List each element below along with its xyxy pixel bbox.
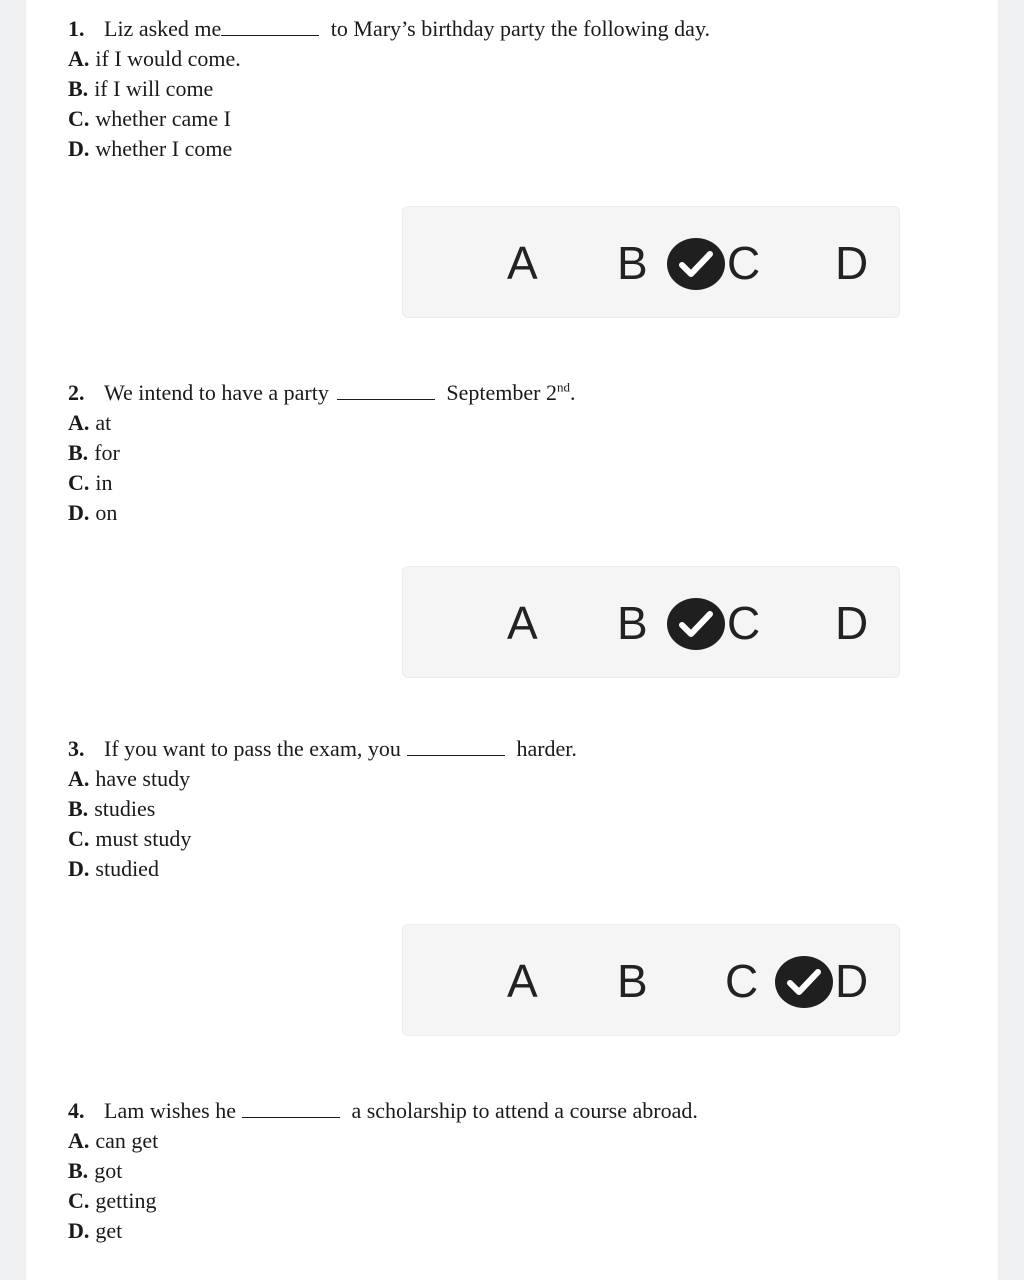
choice-a[interactable]: A — [507, 955, 538, 1007]
check-circle-icon — [667, 238, 725, 290]
option-b — [68, 438, 575, 468]
answer-blank — [242, 1099, 340, 1118]
check-circle-icon — [667, 598, 725, 650]
option-d — [68, 498, 575, 528]
option-b — [68, 74, 710, 104]
choice-b[interactable]: B — [617, 237, 648, 289]
question-stem — [68, 378, 575, 408]
option-letter: C. — [68, 470, 90, 495]
question-stem — [68, 14, 710, 44]
option-c — [68, 824, 577, 854]
choice-d[interactable]: D — [835, 237, 869, 289]
option-d — [68, 854, 577, 884]
question-4 — [68, 1096, 698, 1246]
choice-d[interactable]: D — [835, 597, 869, 649]
option-text: whether I come — [95, 136, 233, 161]
option-text: on — [95, 500, 118, 525]
answer-blank — [407, 737, 505, 756]
choice-a[interactable]: A — [507, 237, 538, 289]
option-b — [68, 794, 577, 824]
stem-text-after: harder. — [510, 736, 577, 761]
stem-superscript: nd — [556, 379, 570, 395]
answer-panel-3 — [402, 924, 900, 1036]
question-stem — [68, 1096, 698, 1126]
stem-text-before: Lam wishes he — [104, 1098, 236, 1123]
option-letter: D. — [68, 1218, 90, 1243]
option-c — [68, 104, 710, 134]
choice-c-label: C — [727, 597, 761, 649]
option-a — [68, 1126, 698, 1156]
answer-panel-2 — [402, 566, 900, 678]
question-stem — [68, 734, 577, 764]
option-letter: B. — [68, 76, 89, 101]
stem-text-after: to Mary’s birthday party the following day. — [325, 16, 711, 41]
question-number: 3. — [68, 736, 85, 761]
stem-text-before: Liz asked me — [104, 16, 222, 41]
option-letter: B. — [68, 796, 89, 821]
option-letter: B. — [68, 440, 89, 465]
option-a — [68, 764, 577, 794]
stem-text-after: a scholarship to attend a course abroad. — [345, 1098, 698, 1123]
option-d — [68, 1216, 698, 1246]
option-text: studies — [94, 796, 156, 821]
option-text: got — [94, 1158, 123, 1183]
option-text: getting — [95, 1188, 157, 1213]
option-c — [68, 468, 575, 498]
choice-a[interactable]: A — [507, 597, 538, 649]
option-a — [68, 44, 710, 74]
option-text: must study — [95, 826, 192, 851]
choice-c-label: C — [727, 237, 761, 289]
option-c — [68, 1186, 698, 1216]
option-letter: A. — [68, 46, 90, 71]
option-text: whether came I — [95, 106, 231, 131]
question-3 — [68, 734, 577, 884]
choice-d-label: D — [835, 955, 869, 1007]
choice-b[interactable]: B — [617, 955, 648, 1007]
option-text: can get — [95, 1128, 159, 1153]
option-a — [68, 408, 575, 438]
quiz-page — [26, 0, 998, 1280]
choice-b[interactable]: B — [617, 597, 648, 649]
stem-end: . — [569, 380, 576, 405]
option-letter: D. — [68, 856, 90, 881]
option-text: if I would come. — [95, 46, 241, 71]
stem-text-before: If you want to pass the exam, you — [104, 736, 401, 761]
choice-c[interactable]: C — [725, 955, 759, 1007]
answer-blank — [221, 17, 319, 36]
question-number: 1. — [68, 16, 85, 41]
answer-blank — [337, 381, 435, 400]
stem-text-after: September 2 — [440, 380, 557, 405]
option-letter: D. — [68, 136, 90, 161]
check-circle-icon — [775, 956, 833, 1008]
option-letter: A. — [68, 766, 90, 791]
answer-panel-1 — [402, 206, 900, 318]
question-number: 4. — [68, 1098, 85, 1123]
stem-text-before: We intend to have a party — [104, 380, 329, 405]
option-letter: A. — [68, 410, 90, 435]
option-text: studied — [95, 856, 159, 881]
option-d — [68, 134, 710, 164]
option-letter: B. — [68, 1158, 89, 1183]
option-text: at — [95, 410, 112, 435]
option-letter: C. — [68, 106, 90, 131]
option-letter: C. — [68, 1188, 90, 1213]
option-text: have study — [95, 766, 191, 791]
option-b — [68, 1156, 698, 1186]
question-number: 2. — [68, 380, 85, 405]
option-text: get — [95, 1218, 123, 1243]
option-text: for — [94, 440, 120, 465]
question-2 — [68, 378, 575, 528]
option-text: if I will come — [94, 76, 214, 101]
option-letter: A. — [68, 1128, 90, 1153]
question-1 — [68, 14, 710, 164]
option-letter: C. — [68, 826, 90, 851]
option-text: in — [95, 470, 113, 495]
option-letter: D. — [68, 500, 90, 525]
